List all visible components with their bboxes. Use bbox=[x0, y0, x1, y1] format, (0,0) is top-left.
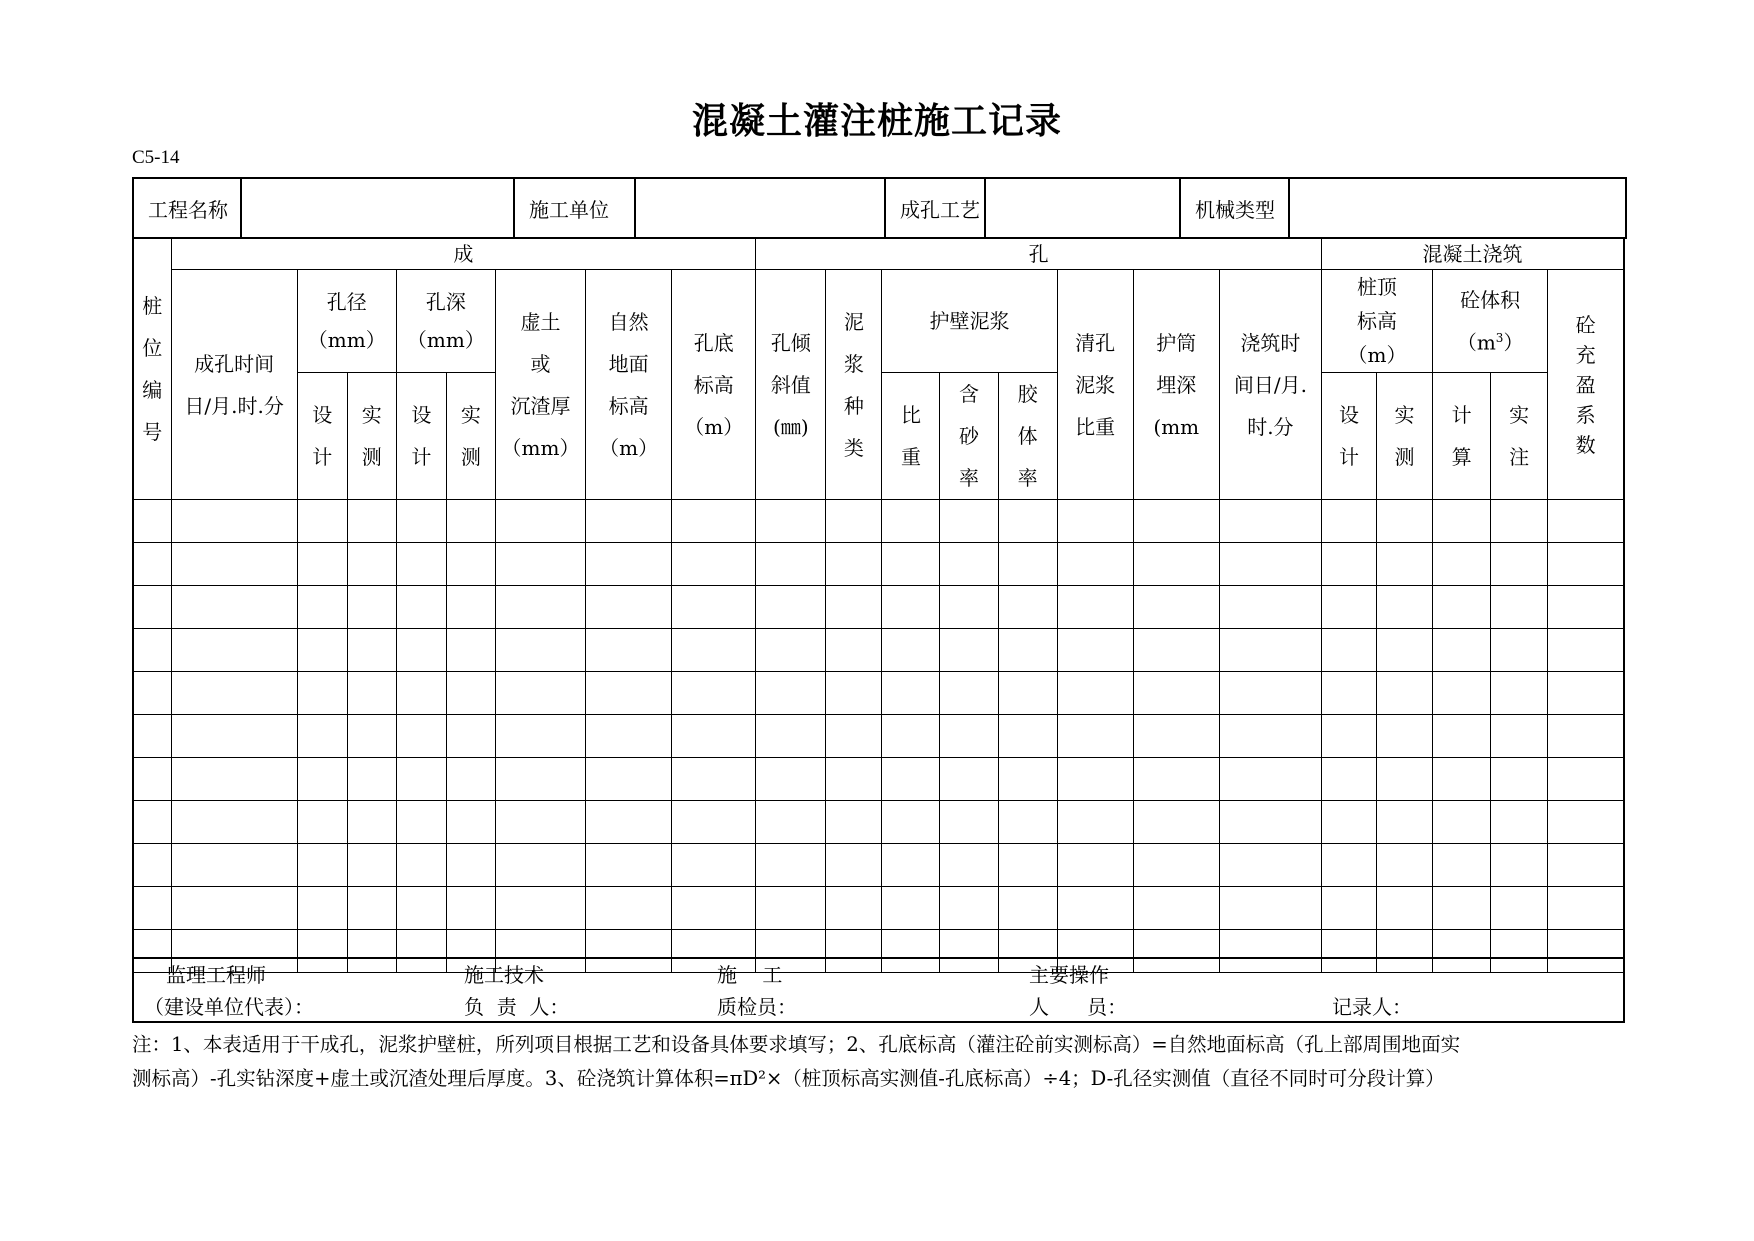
table-cell[interactable] bbox=[1057, 887, 1133, 930]
table-cell[interactable] bbox=[756, 543, 826, 586]
table-cell[interactable] bbox=[396, 629, 446, 672]
table-cell[interactable] bbox=[1491, 715, 1548, 758]
table-cell[interactable] bbox=[1133, 500, 1219, 543]
table-cell[interactable] bbox=[1219, 715, 1321, 758]
table-cell[interactable] bbox=[1321, 629, 1376, 672]
table-cell[interactable] bbox=[1321, 500, 1376, 543]
table-cell[interactable] bbox=[495, 586, 585, 629]
col-boring-time: 成孔时间 日/月.时.分 bbox=[171, 270, 297, 500]
table-cell[interactable] bbox=[1133, 844, 1219, 887]
table-cell[interactable] bbox=[1377, 887, 1433, 930]
table-cell[interactable] bbox=[495, 801, 585, 844]
col-depth-measured: 实 测 bbox=[446, 373, 495, 500]
table-cell[interactable] bbox=[297, 887, 347, 930]
table-cell[interactable] bbox=[495, 844, 585, 887]
project-info-header bbox=[132, 177, 1627, 239]
table-cell[interactable] bbox=[882, 672, 940, 715]
col-volume-actual: 实 注 bbox=[1491, 373, 1548, 500]
table-cell[interactable] bbox=[446, 500, 495, 543]
table-cell[interactable] bbox=[1057, 801, 1133, 844]
table-cell[interactable] bbox=[446, 543, 495, 586]
pile-record-table bbox=[132, 238, 1625, 973]
table-cell[interactable] bbox=[1491, 629, 1548, 672]
table-cell[interactable] bbox=[756, 801, 826, 844]
table-cell[interactable] bbox=[495, 500, 585, 543]
table-cell[interactable] bbox=[171, 672, 297, 715]
table-cell[interactable] bbox=[1548, 629, 1624, 672]
table-cell[interactable] bbox=[171, 801, 297, 844]
supervisor-label-2: （建设单位代表）： bbox=[144, 995, 314, 1019]
table-cell[interactable] bbox=[1548, 500, 1624, 543]
table-cell[interactable] bbox=[1219, 500, 1321, 543]
col-concrete-volume: 砼体积 $(m^3)$ bbox=[1433, 270, 1548, 373]
col-pile-top-elevation: 桩顶 标高 （m） bbox=[1321, 270, 1432, 373]
table-cell[interactable] bbox=[171, 887, 297, 930]
table-cell[interactable] bbox=[1548, 801, 1624, 844]
table-cell[interactable] bbox=[171, 586, 297, 629]
table-cell[interactable] bbox=[133, 629, 171, 672]
table-cell[interactable] bbox=[998, 672, 1057, 715]
col-volume-calc: 计 算 bbox=[1433, 373, 1491, 500]
table-cell[interactable] bbox=[1057, 715, 1133, 758]
table-cell[interactable] bbox=[882, 715, 940, 758]
table-cell[interactable] bbox=[998, 500, 1057, 543]
table-cell[interactable] bbox=[1433, 758, 1491, 801]
col-sand-content: 含 砂 率 bbox=[940, 373, 998, 500]
table-cell[interactable] bbox=[1133, 801, 1219, 844]
form-code: C5-14 bbox=[132, 147, 180, 168]
signature-row bbox=[132, 957, 1625, 1023]
table-cell[interactable] bbox=[133, 672, 171, 715]
table-cell[interactable] bbox=[396, 715, 446, 758]
table-row bbox=[133, 844, 1624, 887]
col-diameter-design: 设 计 bbox=[297, 373, 347, 500]
table-cell[interactable] bbox=[586, 629, 672, 672]
col-clean-mud-gravity: 清孔 泥浆 比重 bbox=[1057, 270, 1133, 500]
table-cell[interactable] bbox=[1321, 543, 1376, 586]
table-cell[interactable] bbox=[446, 586, 495, 629]
table-cell[interactable] bbox=[1433, 500, 1491, 543]
table-cell[interactable] bbox=[672, 543, 756, 586]
table-cell[interactable] bbox=[826, 629, 882, 672]
table-cell[interactable] bbox=[347, 758, 396, 801]
table-cell[interactable] bbox=[133, 887, 171, 930]
table-cell[interactable] bbox=[1433, 801, 1491, 844]
table-cell[interactable] bbox=[826, 672, 882, 715]
table-cell[interactable] bbox=[133, 543, 171, 586]
table-cell[interactable] bbox=[1133, 758, 1219, 801]
col-ground-elevation: 自然 地面 标高 （m） bbox=[586, 270, 672, 500]
table-cell[interactable] bbox=[446, 887, 495, 930]
table-cell[interactable] bbox=[1548, 887, 1624, 930]
table-cell[interactable] bbox=[495, 672, 585, 715]
table-cell[interactable] bbox=[998, 586, 1057, 629]
col-pile-no: 桩 位 编 号 bbox=[133, 239, 171, 500]
tech-lead-label: 施工技术 bbox=[464, 963, 544, 987]
table-cell[interactable] bbox=[882, 500, 940, 543]
table-row bbox=[133, 715, 1624, 758]
table-cell[interactable] bbox=[297, 629, 347, 672]
table-cell[interactable] bbox=[1433, 629, 1491, 672]
table-cell[interactable] bbox=[1219, 801, 1321, 844]
project-name-label: 工程名称 bbox=[133, 178, 241, 238]
table-cell[interactable] bbox=[171, 543, 297, 586]
quality-inspector-label: 施 工 bbox=[717, 963, 783, 987]
table-cell[interactable] bbox=[1057, 844, 1133, 887]
table-row bbox=[133, 586, 1624, 629]
data-rows bbox=[133, 500, 1624, 973]
machine-type-field[interactable] bbox=[1289, 178, 1626, 238]
col-pour-time: 浇筑时 间日/月. 时.分 bbox=[1219, 270, 1321, 500]
group-boring-left: 成 bbox=[171, 239, 756, 270]
table-cell[interactable] bbox=[998, 629, 1057, 672]
table-cell[interactable] bbox=[1133, 672, 1219, 715]
table-cell[interactable] bbox=[586, 887, 672, 930]
table-cell[interactable] bbox=[756, 758, 826, 801]
table-cell[interactable] bbox=[347, 801, 396, 844]
table-cell[interactable] bbox=[171, 629, 297, 672]
table-cell[interactable] bbox=[297, 801, 347, 844]
table-cell[interactable] bbox=[882, 629, 940, 672]
table-cell[interactable] bbox=[446, 629, 495, 672]
table-cell[interactable] bbox=[347, 672, 396, 715]
table-cell[interactable] bbox=[586, 801, 672, 844]
table-cell[interactable] bbox=[1377, 500, 1433, 543]
table-cell[interactable] bbox=[1548, 586, 1624, 629]
table-cell[interactable] bbox=[826, 543, 882, 586]
group-boring-right: 孔 bbox=[756, 239, 1322, 270]
table-cell[interactable] bbox=[171, 500, 297, 543]
table-row bbox=[133, 500, 1624, 543]
table-cell[interactable] bbox=[396, 500, 446, 543]
table-cell[interactable] bbox=[586, 586, 672, 629]
table-cell[interactable] bbox=[396, 543, 446, 586]
table-cell[interactable] bbox=[1219, 672, 1321, 715]
table-cell[interactable] bbox=[672, 758, 756, 801]
table-cell[interactable] bbox=[1491, 543, 1548, 586]
recorder-label: 记录人： bbox=[1332, 995, 1412, 1019]
table-cell[interactable] bbox=[446, 844, 495, 887]
table-cell[interactable] bbox=[998, 844, 1057, 887]
table-cell[interactable] bbox=[998, 758, 1057, 801]
table-cell[interactable] bbox=[297, 500, 347, 543]
table-cell[interactable] bbox=[756, 629, 826, 672]
col-colloid-rate: 胶 体 率 bbox=[998, 373, 1057, 500]
col-inclination: 孔倾 斜值 (㎜) bbox=[756, 270, 826, 500]
footnotes bbox=[132, 1028, 1632, 1096]
table-cell[interactable] bbox=[672, 672, 756, 715]
table-cell[interactable] bbox=[672, 629, 756, 672]
table-cell[interactable] bbox=[1377, 629, 1433, 672]
boring-process-field[interactable] bbox=[985, 178, 1180, 238]
table-cell[interactable] bbox=[347, 586, 396, 629]
table-cell[interactable] bbox=[1548, 715, 1624, 758]
table-cell[interactable] bbox=[940, 758, 998, 801]
table-cell[interactable] bbox=[1433, 715, 1491, 758]
table-row bbox=[133, 629, 1624, 672]
col-hole-diameter: 孔径 （mm） bbox=[297, 270, 396, 373]
table-cell[interactable] bbox=[756, 715, 826, 758]
table-cell[interactable] bbox=[940, 801, 998, 844]
table-cell[interactable] bbox=[1321, 715, 1376, 758]
col-specific-gravity: 比 重 bbox=[882, 373, 940, 500]
table-cell[interactable] bbox=[1491, 887, 1548, 930]
table-cell[interactable] bbox=[1321, 758, 1376, 801]
table-cell[interactable] bbox=[756, 500, 826, 543]
table-cell[interactable] bbox=[586, 500, 672, 543]
table-cell[interactable] bbox=[940, 672, 998, 715]
table-cell[interactable] bbox=[1377, 758, 1433, 801]
table-cell[interactable] bbox=[446, 715, 495, 758]
table-cell[interactable] bbox=[826, 758, 882, 801]
table-cell[interactable] bbox=[882, 543, 940, 586]
table-cell[interactable] bbox=[882, 887, 940, 930]
table-cell[interactable] bbox=[998, 887, 1057, 930]
table-cell[interactable] bbox=[998, 801, 1057, 844]
table-cell[interactable] bbox=[940, 500, 998, 543]
table-cell[interactable] bbox=[495, 758, 585, 801]
table-cell[interactable] bbox=[826, 844, 882, 887]
table-cell[interactable] bbox=[297, 715, 347, 758]
project-name-field[interactable] bbox=[241, 178, 514, 238]
col-diameter-measured: 实 测 bbox=[347, 373, 396, 500]
table-row bbox=[133, 887, 1624, 930]
table-cell[interactable] bbox=[1433, 844, 1491, 887]
table-cell[interactable] bbox=[826, 887, 882, 930]
table-cell[interactable] bbox=[1219, 887, 1321, 930]
table-cell[interactable] bbox=[940, 543, 998, 586]
table-cell[interactable] bbox=[586, 758, 672, 801]
table-cell[interactable] bbox=[133, 844, 171, 887]
table-cell[interactable] bbox=[1321, 586, 1376, 629]
tech-lead-label-2: 负 责 人： bbox=[464, 995, 570, 1019]
table-cell[interactable] bbox=[1377, 844, 1433, 887]
table-cell[interactable] bbox=[998, 715, 1057, 758]
table-cell[interactable] bbox=[1377, 801, 1433, 844]
table-cell[interactable] bbox=[1133, 887, 1219, 930]
boring-process-label: 成孔工艺 bbox=[885, 178, 985, 238]
col-mud-type: 泥 浆 种 类 bbox=[826, 270, 882, 500]
table-cell[interactable] bbox=[882, 801, 940, 844]
table-cell[interactable] bbox=[1321, 844, 1376, 887]
table-cell[interactable] bbox=[1219, 844, 1321, 887]
table-cell[interactable] bbox=[1057, 500, 1133, 543]
table-cell[interactable] bbox=[672, 844, 756, 887]
table-cell[interactable] bbox=[1321, 887, 1376, 930]
table-cell[interactable] bbox=[1057, 543, 1133, 586]
table-cell[interactable] bbox=[1377, 543, 1433, 586]
table-cell[interactable] bbox=[672, 500, 756, 543]
table-cell[interactable] bbox=[1133, 629, 1219, 672]
col-bottom-elevation: 孔底 标高 （m） bbox=[672, 270, 756, 500]
col-wall-mud: 护壁泥浆 bbox=[882, 270, 1057, 373]
table-cell[interactable] bbox=[1219, 543, 1321, 586]
table-cell[interactable] bbox=[826, 500, 882, 543]
construction-unit-field[interactable] bbox=[635, 178, 885, 238]
table-cell[interactable] bbox=[1133, 715, 1219, 758]
table-cell[interactable] bbox=[940, 586, 998, 629]
table-cell[interactable] bbox=[826, 801, 882, 844]
table-cell[interactable] bbox=[756, 672, 826, 715]
table-cell[interactable] bbox=[1133, 543, 1219, 586]
table-row bbox=[133, 672, 1624, 715]
quality-inspector-label-2: 质检员： bbox=[717, 995, 797, 1019]
table-cell[interactable] bbox=[495, 543, 585, 586]
table-cell[interactable] bbox=[998, 543, 1057, 586]
table-cell[interactable] bbox=[882, 758, 940, 801]
table-cell[interactable] bbox=[1219, 629, 1321, 672]
table-cell[interactable] bbox=[1548, 672, 1624, 715]
machine-type-label: 机械类型 bbox=[1180, 178, 1289, 238]
table-cell[interactable] bbox=[1491, 586, 1548, 629]
table-cell[interactable] bbox=[396, 844, 446, 887]
table-cell[interactable] bbox=[586, 844, 672, 887]
table-cell[interactable] bbox=[347, 887, 396, 930]
table-cell[interactable] bbox=[1057, 672, 1133, 715]
table-cell[interactable] bbox=[1433, 887, 1491, 930]
table-cell[interactable] bbox=[940, 715, 998, 758]
table-cell[interactable] bbox=[396, 672, 446, 715]
table-cell[interactable] bbox=[1491, 672, 1548, 715]
table-cell[interactable] bbox=[446, 758, 495, 801]
table-cell[interactable] bbox=[1377, 586, 1433, 629]
table-cell[interactable] bbox=[586, 715, 672, 758]
operator-label-2: 人 员： bbox=[1029, 995, 1128, 1019]
page-title: 混凝土灌注桩施工记录 bbox=[691, 100, 1062, 142]
table-cell[interactable] bbox=[1548, 543, 1624, 586]
table-cell[interactable] bbox=[940, 887, 998, 930]
table-cell[interactable] bbox=[826, 715, 882, 758]
table-cell[interactable] bbox=[826, 586, 882, 629]
table-cell[interactable] bbox=[171, 758, 297, 801]
construction-unit-label: 施工单位 bbox=[514, 178, 635, 238]
table-cell[interactable] bbox=[297, 586, 347, 629]
table-cell[interactable] bbox=[1433, 543, 1491, 586]
table-cell[interactable] bbox=[133, 500, 171, 543]
footnote-line-1: 注：1、本表适用于干成孔，泥浆护壁桩，所列项目根据工艺和设备具体要求填写；2、孔底标高（灌注砼前实测标高）=自然地面标高（孔上部周围地面实 bbox=[132, 1033, 1461, 1056]
table-cell[interactable] bbox=[133, 586, 171, 629]
table-cell[interactable] bbox=[1057, 758, 1133, 801]
table-cell[interactable] bbox=[882, 586, 940, 629]
col-hole-depth: 孔深 （mm） bbox=[396, 270, 495, 373]
table-cell[interactable] bbox=[1057, 629, 1133, 672]
col-sediment: 虚土 或 沉渣厚 （mm） bbox=[495, 270, 585, 500]
table-cell[interactable] bbox=[1491, 500, 1548, 543]
table-cell[interactable] bbox=[297, 672, 347, 715]
table-cell[interactable] bbox=[1548, 758, 1624, 801]
table-cell[interactable] bbox=[446, 801, 495, 844]
operator-label: 主要操作 bbox=[1029, 963, 1109, 987]
table-cell[interactable] bbox=[1057, 586, 1133, 629]
table-cell[interactable] bbox=[171, 844, 297, 887]
col-pile-top-measured: 实 测 bbox=[1377, 373, 1433, 500]
table-cell[interactable] bbox=[347, 715, 396, 758]
table-cell[interactable] bbox=[495, 887, 585, 930]
table-cell[interactable] bbox=[396, 758, 446, 801]
table-cell[interactable] bbox=[940, 844, 998, 887]
table-cell[interactable] bbox=[586, 543, 672, 586]
table-cell[interactable] bbox=[1219, 758, 1321, 801]
table-cell[interactable] bbox=[672, 586, 756, 629]
table-cell[interactable] bbox=[297, 758, 347, 801]
table-cell[interactable] bbox=[133, 801, 171, 844]
table-cell[interactable] bbox=[1321, 672, 1376, 715]
table-cell[interactable] bbox=[672, 715, 756, 758]
table-cell[interactable] bbox=[586, 672, 672, 715]
table-cell[interactable] bbox=[446, 672, 495, 715]
col-casing-depth: 护筒 埋深 (mm bbox=[1133, 270, 1219, 500]
col-fill-coefficient: 砼 充 盈 系 数 bbox=[1548, 270, 1624, 500]
table-cell[interactable] bbox=[1491, 758, 1548, 801]
table-cell[interactable] bbox=[1377, 672, 1433, 715]
table-cell[interactable] bbox=[882, 844, 940, 887]
group-concrete-pour: 混凝土浇筑 bbox=[1321, 239, 1624, 270]
table-cell[interactable] bbox=[297, 543, 347, 586]
table-cell[interactable] bbox=[1491, 801, 1548, 844]
table-cell[interactable] bbox=[940, 629, 998, 672]
table-cell[interactable] bbox=[495, 629, 585, 672]
table-cell[interactable] bbox=[347, 543, 396, 586]
table-cell[interactable] bbox=[1321, 801, 1376, 844]
table-cell[interactable] bbox=[756, 887, 826, 930]
table-cell[interactable] bbox=[347, 500, 396, 543]
table-cell[interactable] bbox=[1433, 672, 1491, 715]
col-depth-design: 设 计 bbox=[396, 373, 446, 500]
footnote-line-2: 测标高）-孔实钻深度+虚土或沉渣处理后厚度。3、砼浇筑计算体积=πD²×（桩顶标高实测值-孔底标高）÷4；D-孔径实测值（直径不同时可分段计算） bbox=[132, 1067, 1445, 1090]
table-cell[interactable] bbox=[1548, 844, 1624, 887]
table-cell[interactable] bbox=[347, 844, 396, 887]
supervisor-label: 监理工程师 bbox=[166, 963, 266, 987]
table-cell[interactable] bbox=[1433, 586, 1491, 629]
table-row bbox=[133, 801, 1624, 844]
table-cell[interactable] bbox=[133, 715, 171, 758]
table-cell[interactable] bbox=[133, 758, 171, 801]
table-cell[interactable] bbox=[171, 715, 297, 758]
table-row bbox=[133, 543, 1624, 586]
table-cell[interactable] bbox=[756, 844, 826, 887]
table-cell[interactable] bbox=[672, 801, 756, 844]
table-cell[interactable] bbox=[396, 586, 446, 629]
table-row bbox=[133, 758, 1624, 801]
table-cell[interactable] bbox=[495, 715, 585, 758]
table-cell[interactable] bbox=[1377, 715, 1433, 758]
table-cell[interactable] bbox=[756, 586, 826, 629]
table-cell[interactable] bbox=[297, 844, 347, 887]
table-cell[interactable] bbox=[1219, 586, 1321, 629]
table-cell[interactable] bbox=[672, 887, 756, 930]
table-cell[interactable] bbox=[396, 801, 446, 844]
table-cell[interactable] bbox=[1491, 844, 1548, 887]
table-cell[interactable] bbox=[396, 887, 446, 930]
table-cell[interactable] bbox=[347, 629, 396, 672]
table-cell[interactable] bbox=[1133, 586, 1219, 629]
col-pile-top-design: 设 计 bbox=[1321, 373, 1376, 500]
